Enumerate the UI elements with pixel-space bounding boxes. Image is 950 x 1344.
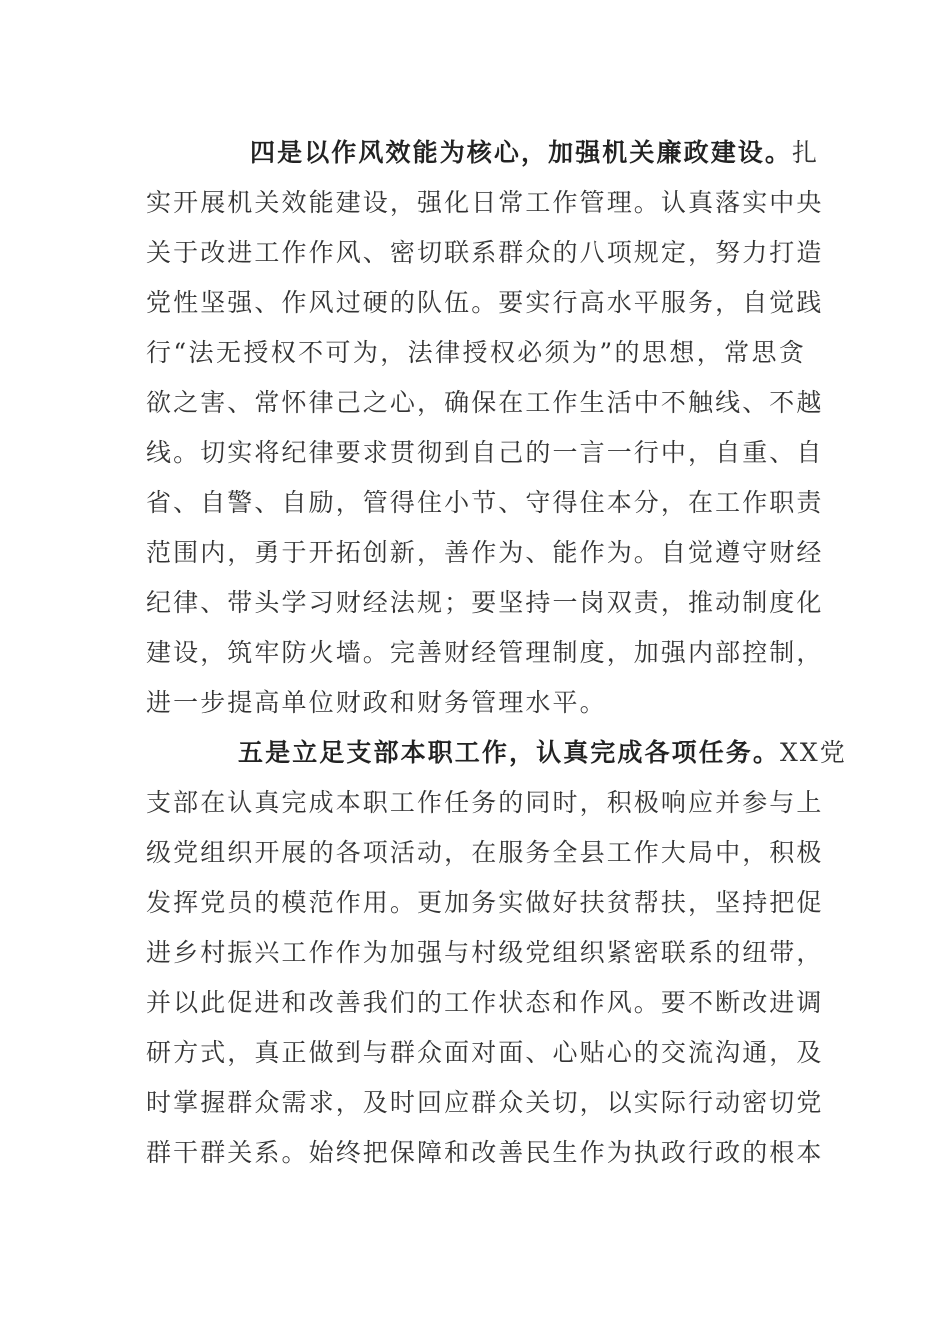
- paragraph-line: 发挥党员的模范作用。更加务实做好扶贫帮扶，坚持把促: [146, 888, 824, 917]
- paragraph-first-line: [146, 728, 847, 778]
- paragraph-line: 建设，筑牢防火墙。完善财经管理制度，加强内部控制，: [146, 638, 824, 667]
- paragraph-line: 实开展机关效能建设，强化日常工作管理。认真落实中央: [146, 188, 824, 217]
- paragraph-line: 党性坚强、作风过硬的队伍。要实行高水平服务，自觉践: [146, 288, 824, 317]
- paragraph-text: XX党: [780, 738, 847, 767]
- paragraph-line: 线。切实将纪律要求贯彻到自己的一言一行中，自重、自: [146, 438, 824, 467]
- paragraph-line: 时掌握群众需求，及时回应群众关切，以实际行动密切党: [146, 1088, 824, 1117]
- paragraph-first-line: [146, 128, 820, 178]
- paragraph-line: 欲之害、常怀律己之心，确保在工作生活中不触线、不越: [146, 388, 824, 417]
- paragraph-line: 进一步提高单位财政和财务管理水平。: [146, 688, 607, 717]
- paragraph-line: 省、自警、自励，管得住小节、守得住本分，在工作职责: [146, 488, 824, 517]
- paragraph-heading: 五是立足支部本职工作，认真完成各项任务。: [238, 738, 781, 767]
- paragraph-heading: 四是以作风效能为核心，加强机关廉政建设。: [250, 138, 793, 167]
- paragraph-4: [146, 128, 824, 728]
- paragraph-text: 扎: [792, 138, 820, 167]
- paragraph-line: 纪律、带头学习财经法规；要坚持一岗双责，推动制度化: [146, 588, 824, 617]
- paragraph-5: [146, 728, 847, 1178]
- paragraph-line: 支部在认真完成本职工作任务的同时，积极响应并参与上: [146, 788, 824, 817]
- paragraph-line: 级党组织开展的各项活动，在服务全县工作大局中，积极: [146, 838, 824, 867]
- paragraph-line: 群干群关系。始终把保障和改善民生作为执政行政的根本: [146, 1138, 824, 1167]
- paragraph-line: 并以此促进和改善我们的工作状态和作风。要不断改进调: [146, 988, 824, 1017]
- paragraph-line: 关于改进工作作风、密切联系群众的八项规定，努力打造: [146, 238, 824, 267]
- paragraph-line: 行“法无授权不可为，法律授权必须为”的思想，常思贪: [146, 338, 806, 367]
- paragraph-line: 研方式，真正做到与群众面对面、心贴心的交流沟通，及: [146, 1038, 824, 1067]
- paragraph-line: 范围内，勇于开拓创新，善作为、能作为。自觉遵守财经: [146, 538, 824, 567]
- paragraph-line: 进乡村振兴工作作为加强与村级党组织紧密联系的纽带，: [146, 938, 824, 967]
